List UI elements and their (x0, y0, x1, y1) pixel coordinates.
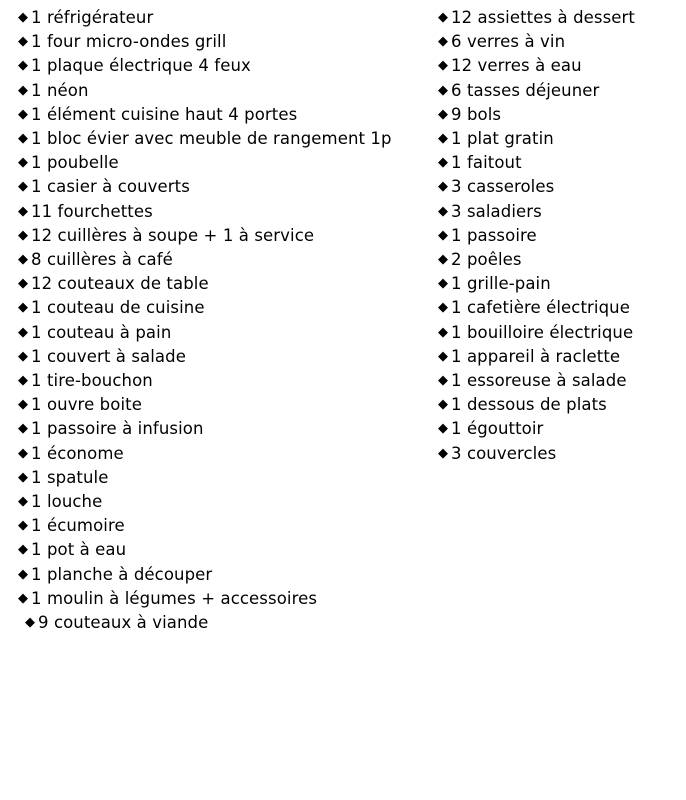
list-item (18, 30, 420, 54)
bullet-icon: ◆ (438, 252, 449, 268)
bullet-icon: ◆ (438, 106, 449, 122)
bullet-icon: ◆ (18, 106, 29, 122)
bullet-icon: ◆ (18, 252, 29, 268)
bullet-icon: ◆ (18, 10, 29, 25)
bullet-icon: ◆ (18, 348, 29, 364)
list-item (18, 54, 420, 78)
list-item (18, 151, 420, 175)
list-item-label: 1 tire-bouchon (31, 371, 153, 391)
list-item-label: 1 passoire à infusion (31, 419, 204, 439)
list-item-label: 1 plaque électrique 4 feux (31, 56, 251, 76)
list-item-label: 3 couvercles (451, 443, 557, 463)
list-item (18, 393, 420, 417)
list-item (18, 224, 420, 248)
list-item-label: 1 néon (31, 80, 89, 100)
list-item (18, 442, 420, 466)
bullet-icon: ◆ (438, 155, 449, 171)
bullet-icon: ◆ (18, 179, 29, 195)
list-item (18, 611, 420, 635)
list-item (18, 200, 420, 224)
list-item (438, 345, 686, 369)
list-item (438, 6, 686, 30)
bullet-icon: ◆ (18, 397, 29, 413)
list-item-label: 1 réfrigérateur (31, 8, 154, 27)
list-item-label: 1 louche (31, 492, 103, 512)
list-item-label: 1 écumoire (31, 516, 125, 536)
list-item-label: 1 four micro-ondes grill (31, 32, 227, 52)
bullet-icon: ◆ (18, 82, 29, 98)
bullet-icon: ◆ (18, 203, 29, 219)
list-item-label: 1 couvert à salade (31, 346, 186, 366)
list-item-label: 1 poubelle (31, 153, 119, 173)
list-item-label: 6 tasses déjeuner (451, 80, 600, 100)
list-item-label: 12 cuillères à soupe + 1 à service (31, 225, 315, 245)
list-item (438, 393, 686, 417)
list-item (438, 321, 686, 345)
list-item-label: 1 cafetière électrique (451, 298, 630, 318)
bullet-icon: ◆ (18, 445, 29, 461)
list-item-label: 3 casseroles (451, 177, 555, 197)
two-column-list (0, 6, 686, 635)
list-item-label: 6 verres à vin (451, 32, 566, 52)
bullet-icon: ◆ (438, 397, 449, 413)
bullet-icon: ◆ (18, 494, 29, 510)
bullet-icon: ◆ (438, 131, 449, 147)
list-item-label: 1 spatule (31, 467, 109, 487)
list-item-label: 1 appareil à raclette (451, 346, 621, 366)
bullet-icon: ◆ (438, 34, 449, 50)
bullet-icon: ◆ (18, 373, 29, 389)
list-item (438, 79, 686, 103)
list-item (18, 587, 420, 611)
list-item (18, 466, 420, 490)
bullet-icon: ◆ (18, 131, 29, 147)
bullet-icon: ◆ (438, 10, 449, 25)
list-item (18, 514, 420, 538)
list-item (18, 175, 420, 199)
list-item (438, 369, 686, 393)
list-item-label: 9 couteaux à viande (38, 613, 209, 633)
list-item (18, 345, 420, 369)
list-item-label: 1 égouttoir (451, 419, 544, 439)
list-item-label: 12 couteaux de table (31, 274, 209, 294)
list-item (18, 417, 420, 441)
list-item-label: 12 assiettes à dessert (451, 8, 635, 27)
list-item-label: 8 cuillères à café (31, 250, 173, 270)
list-item-label: 1 plat gratin (451, 129, 554, 149)
list-item (18, 538, 420, 562)
list-item-label: 9 bols (451, 104, 502, 124)
list-item-label: 1 casier à couverts (31, 177, 190, 197)
bullet-icon: ◆ (18, 542, 29, 558)
bullet-icon: ◆ (438, 324, 449, 340)
list-item-label: 1 économe (31, 443, 124, 463)
bullet-icon: ◆ (18, 324, 29, 340)
bullet-icon: ◆ (18, 421, 29, 437)
list-item (18, 6, 420, 30)
bullet-icon: ◆ (18, 276, 29, 292)
list-item-label: 1 faitout (451, 153, 522, 173)
list-item-label: 1 grille-pain (451, 274, 551, 294)
list-item-label: 1 bloc évier avec meuble de rangement 1p (31, 129, 392, 149)
list-item (438, 417, 686, 441)
list-item-label: 1 dessous de plats (451, 395, 607, 415)
list-item (438, 175, 686, 199)
list-item-label: 1 couteau à pain (31, 322, 172, 342)
list-item-label: 1 planche à découper (31, 564, 213, 584)
list-item (438, 224, 686, 248)
bullet-icon: ◆ (18, 566, 29, 582)
bullet-icon: ◆ (438, 276, 449, 292)
bullet-icon: ◆ (438, 179, 449, 195)
list-item-label: 1 bouilloire électrique (451, 322, 634, 342)
list-item (438, 296, 686, 320)
list-item (438, 127, 686, 151)
bullet-icon: ◆ (18, 155, 29, 171)
list-item (438, 272, 686, 296)
bullet-icon: ◆ (438, 445, 449, 461)
list-item (18, 127, 420, 151)
right-column (420, 6, 686, 466)
list-item (18, 272, 420, 296)
list-item-label: 1 passoire (451, 225, 537, 245)
bullet-icon: ◆ (18, 469, 29, 485)
list-item-label: 1 pot à eau (31, 540, 127, 560)
list-item (18, 296, 420, 320)
bullet-icon: ◆ (438, 300, 449, 316)
bullet-icon: ◆ (438, 82, 449, 98)
list-item (438, 30, 686, 54)
bullet-icon: ◆ (438, 373, 449, 389)
list-item (438, 103, 686, 127)
list-item-label: 1 élément cuisine haut 4 portes (31, 104, 298, 124)
bullet-icon: ◆ (438, 58, 449, 74)
list-item-label: 12 verres à eau (451, 56, 582, 76)
bullet-icon: ◆ (25, 615, 36, 631)
list-item-label: 3 saladiers (451, 201, 542, 221)
list-item (438, 442, 686, 466)
list-item-label: 1 ouvre boite (31, 395, 142, 415)
list-item (18, 369, 420, 393)
list-item-label: 1 essoreuse à salade (451, 371, 627, 391)
bullet-icon: ◆ (438, 203, 449, 219)
bullet-icon: ◆ (18, 300, 29, 316)
list-item (438, 151, 686, 175)
bullet-icon: ◆ (18, 58, 29, 74)
bullet-icon: ◆ (18, 518, 29, 534)
list-item (18, 563, 420, 587)
list-item-label: 1 moulin à légumes + accessoires (31, 588, 318, 608)
list-item-label: 11 fourchettes (31, 201, 153, 221)
list-item (18, 79, 420, 103)
bullet-icon: ◆ (438, 227, 449, 243)
list-item-label: 1 couteau de cuisine (31, 298, 205, 318)
list-item (438, 200, 686, 224)
list-item-label: 2 poêles (451, 250, 522, 270)
list-item (18, 321, 420, 345)
bullet-icon: ◆ (18, 227, 29, 243)
bullet-icon: ◆ (438, 421, 449, 437)
bullet-icon: ◆ (18, 34, 29, 50)
left-column (0, 6, 420, 635)
bullet-icon: ◆ (438, 348, 449, 364)
bullet-icon: ◆ (18, 590, 29, 606)
list-item (18, 103, 420, 127)
list-item (18, 248, 420, 272)
inventory-list-left (18, 6, 420, 635)
inventory-list-right (438, 6, 686, 466)
list-item (18, 490, 420, 514)
list-item (438, 54, 686, 78)
list-item (438, 248, 686, 272)
